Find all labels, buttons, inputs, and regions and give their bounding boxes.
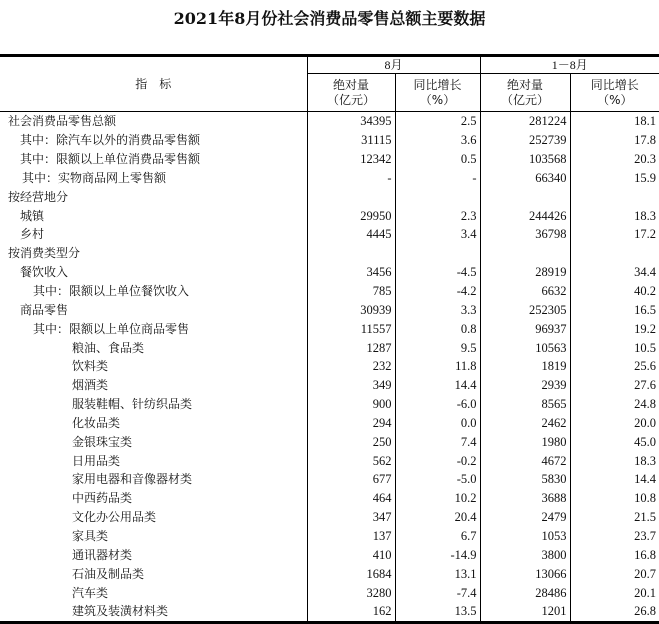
ytd-absolute-value: 252739: [480, 131, 570, 150]
aug-absolute-value: 3456: [307, 263, 395, 282]
row-label: 家用电器和音像器材类: [72, 472, 193, 487]
aug-yoy-growth: -4.5: [395, 263, 480, 282]
aug-absolute-value: 900: [307, 395, 395, 414]
aug-yoy-growth: 2.5: [395, 112, 480, 131]
aug-yoy-growth: -7.4: [395, 583, 480, 602]
aug-absolute-value: 250: [307, 432, 395, 451]
page-title: 2021年8月份社会消费品零售总额主要数据: [173, 9, 486, 28]
ytd-yoy-growth: [570, 244, 659, 263]
ytd-absolute-value: 66340: [480, 169, 570, 188]
ytd-absolute-value: 8565: [480, 395, 570, 414]
yoy-unit: （%）: [419, 92, 456, 107]
row-label: 石油及制品类: [72, 566, 145, 581]
ytd-absolute-value: 2462: [480, 414, 570, 433]
table-row: [0, 282, 659, 301]
aug-yoy-growth: [395, 244, 480, 263]
ytd-yoy-growth: 17.8: [570, 131, 659, 150]
aug-absolute-value: 349: [307, 376, 395, 395]
ytd-yoy-growth: 20.0: [570, 414, 659, 433]
ytd-yoy-growth: 18.3: [570, 206, 659, 225]
table-row: [0, 583, 659, 602]
aug-yoy-growth: [395, 187, 480, 206]
ytd-absolute-value: 252305: [480, 300, 570, 319]
table-row: [0, 508, 659, 527]
aug-absolute-value: 294: [307, 414, 395, 433]
header-ytd-abs: [480, 74, 570, 112]
aug-absolute-value: [307, 187, 395, 206]
ytd-yoy-growth: 15.9: [570, 169, 659, 188]
table-row: [0, 300, 659, 319]
table-row: [0, 112, 659, 131]
ytd-absolute-value: 1819: [480, 357, 570, 376]
ytd-yoy-growth: 14.4: [570, 470, 659, 489]
row-label: 其中：限额以上单位餐饮收入: [33, 284, 190, 299]
header-indicator: 指 标: [0, 56, 307, 112]
row-label: 通讯器材类: [72, 547, 133, 562]
aug-absolute-value: 4445: [307, 225, 395, 244]
ytd-yoy-growth: 21.5: [570, 508, 659, 527]
header-ytd-yoy: [570, 74, 659, 112]
aug-yoy-growth: 3.6: [395, 131, 480, 150]
aug-absolute-value: 162: [307, 602, 395, 622]
table-row: [0, 150, 659, 169]
abs-label: 绝对量: [332, 77, 369, 92]
table-row: [0, 263, 659, 282]
row-label: 家具类: [72, 528, 109, 543]
row-label: 日用品类: [72, 453, 121, 468]
yoy-label: 同比增长: [590, 77, 639, 92]
aug-absolute-value: 34395: [307, 112, 395, 131]
header-period-aug: 8月: [307, 56, 480, 74]
aug-absolute-value: 1287: [307, 338, 395, 357]
aug-yoy-growth: 20.4: [395, 508, 480, 527]
row-label: 金银珠宝类: [72, 434, 133, 449]
ytd-yoy-growth: 40.2: [570, 282, 659, 301]
aug-absolute-value: 1684: [307, 564, 395, 583]
aug-absolute-value: 464: [307, 489, 395, 508]
aug-absolute-value: 562: [307, 451, 395, 470]
aug-yoy-growth: 0.8: [395, 319, 480, 338]
aug-yoy-growth: -: [395, 169, 480, 188]
row-label: 文化办公用品类: [72, 510, 157, 525]
aug-yoy-growth: 9.5: [395, 338, 480, 357]
row-label: 服装鞋帽、针纺织品类: [72, 397, 193, 412]
row-label: 饮料类: [72, 359, 109, 374]
ytd-yoy-growth: 24.8: [570, 395, 659, 414]
table-row: [0, 451, 659, 470]
ytd-yoy-growth: 19.2: [570, 319, 659, 338]
row-label: 汽车类: [72, 585, 109, 600]
ytd-yoy-growth: 26.8: [570, 602, 659, 622]
ytd-absolute-value: 5830: [480, 470, 570, 489]
ytd-yoy-growth: 18.3: [570, 451, 659, 470]
aug-absolute-value: 785: [307, 282, 395, 301]
ytd-absolute-value: 6632: [480, 282, 570, 301]
yoy-unit: （%）: [597, 92, 633, 107]
ytd-yoy-growth: 10.8: [570, 489, 659, 508]
ytd-absolute-value: 28486: [480, 583, 570, 602]
row-label: 其中：限额以上单位商品零售: [33, 321, 190, 336]
ytd-yoy-growth: 17.2: [570, 225, 659, 244]
table-row: [0, 338, 659, 357]
table-row: [0, 169, 659, 188]
table-row: [0, 131, 659, 150]
table-row: [0, 602, 659, 622]
ytd-absolute-value: 96937: [480, 319, 570, 338]
ytd-absolute-value: 2479: [480, 508, 570, 527]
ytd-yoy-growth: 16.5: [570, 300, 659, 319]
ytd-yoy-growth: 27.6: [570, 376, 659, 395]
table-row: [0, 470, 659, 489]
aug-absolute-value: 677: [307, 470, 395, 489]
aug-absolute-value: 232: [307, 357, 395, 376]
ytd-yoy-growth: 18.1: [570, 112, 659, 131]
aug-yoy-growth: 3.3: [395, 300, 480, 319]
aug-yoy-growth: 14.4: [395, 376, 480, 395]
aug-yoy-growth: 11.8: [395, 357, 480, 376]
table-row: [0, 319, 659, 338]
row-label: 烟酒类: [72, 378, 109, 393]
header-period-jan-aug: 1－8月: [480, 56, 659, 74]
ytd-absolute-value: 13066: [480, 564, 570, 583]
aug-absolute-value: 11557: [307, 319, 395, 338]
header-aug-abs: [307, 74, 395, 112]
aug-yoy-growth: -5.0: [395, 470, 480, 489]
yoy-label: 同比增长: [413, 77, 462, 92]
row-label: 其中：实物商品网上零售额: [22, 170, 167, 185]
row-label: 化妆品类: [72, 415, 121, 430]
ytd-absolute-value: 4672: [480, 451, 570, 470]
aug-yoy-growth: 2.3: [395, 206, 480, 225]
ytd-absolute-value: 103568: [480, 150, 570, 169]
table-row: [0, 564, 659, 583]
aug-absolute-value: 3280: [307, 583, 395, 602]
aug-yoy-growth: 0.5: [395, 150, 480, 169]
ytd-absolute-value: 10563: [480, 338, 570, 357]
aug-yoy-growth: 13.5: [395, 602, 480, 622]
aug-absolute-value: -: [307, 169, 395, 188]
ytd-absolute-value: 3688: [480, 489, 570, 508]
aug-absolute-value: 347: [307, 508, 395, 527]
ytd-yoy-growth: 25.6: [570, 357, 659, 376]
ytd-absolute-value: 36798: [480, 225, 570, 244]
ytd-yoy-growth: 10.5: [570, 338, 659, 357]
table-row: [0, 527, 659, 546]
ytd-absolute-value: 1053: [480, 527, 570, 546]
abs-label: 绝对量: [507, 77, 544, 92]
aug-absolute-value: [307, 244, 395, 263]
row-label: 乡村: [20, 227, 45, 242]
aug-yoy-growth: 6.7: [395, 527, 480, 546]
row-label: 餐饮收入: [20, 265, 69, 280]
table-row: [0, 225, 659, 244]
ytd-absolute-value: [480, 244, 570, 263]
ytd-yoy-growth: 20.7: [570, 564, 659, 583]
aug-yoy-growth: -6.0: [395, 395, 480, 414]
aug-absolute-value: 137: [307, 527, 395, 546]
table-row: [0, 489, 659, 508]
ytd-yoy-growth: 20.3: [570, 150, 659, 169]
ytd-yoy-growth: [570, 187, 659, 206]
ytd-absolute-value: 1980: [480, 432, 570, 451]
ytd-absolute-value: 244426: [480, 206, 570, 225]
row-label: 按消费类型分: [8, 246, 81, 261]
table-row: [0, 376, 659, 395]
header-aug-yoy: [395, 74, 480, 112]
aug-absolute-value: 29950: [307, 206, 395, 225]
aug-yoy-growth: -0.2: [395, 451, 480, 470]
ytd-absolute-value: 281224: [480, 112, 570, 131]
row-label: 粮油、食品类: [72, 340, 145, 355]
table-row: [0, 432, 659, 451]
row-label: 建筑及装潢材料类: [0, 602, 307, 622]
aug-absolute-value: 30939: [307, 300, 395, 319]
row-label: 按经营地分: [8, 189, 69, 204]
ytd-absolute-value: 3800: [480, 545, 570, 564]
ytd-yoy-growth: 20.1: [570, 583, 659, 602]
table-header: [0, 56, 659, 112]
table-row: [0, 414, 659, 433]
row-label: 商品零售: [20, 302, 69, 317]
ytd-absolute-value: [480, 187, 570, 206]
aug-yoy-growth: -14.9: [395, 545, 480, 564]
aug-yoy-growth: -4.2: [395, 282, 480, 301]
aug-absolute-value: 31115: [307, 131, 395, 150]
table-row: [0, 545, 659, 564]
row-label: 城镇: [20, 208, 45, 223]
abs-unit: （亿元）: [501, 92, 550, 107]
aug-yoy-growth: 7.4: [395, 432, 480, 451]
ytd-yoy-growth: 16.8: [570, 545, 659, 564]
table-row: [0, 357, 659, 376]
aug-yoy-growth: 10.2: [395, 489, 480, 508]
row-label: 社会消费品零售总额: [8, 114, 117, 129]
ytd-absolute-value: 28919: [480, 263, 570, 282]
table-row: [0, 187, 659, 206]
table-row: [0, 244, 659, 263]
aug-absolute-value: 12342: [307, 150, 395, 169]
aug-yoy-growth: 13.1: [395, 564, 480, 583]
ytd-absolute-value: 1201: [480, 602, 570, 622]
table-row: [0, 395, 659, 414]
ytd-absolute-value: 2939: [480, 376, 570, 395]
ytd-yoy-growth: 34.4: [570, 263, 659, 282]
abs-unit: （亿元）: [326, 92, 375, 107]
ytd-yoy-growth: 45.0: [570, 432, 659, 451]
row-label: 其中：除汽车以外的消费品零售额: [20, 133, 201, 148]
aug-yoy-growth: 3.4: [395, 225, 480, 244]
aug-absolute-value: 410: [307, 545, 395, 564]
table-row: [0, 206, 659, 225]
ytd-yoy-growth: 23.7: [570, 527, 659, 546]
row-label: 中西药品类: [72, 491, 133, 506]
table-body: [0, 112, 659, 623]
retail-sales-table: [0, 54, 659, 624]
row-label: 其中：限额以上单位消费品零售额: [20, 152, 201, 167]
aug-yoy-growth: 0.0: [395, 414, 480, 433]
